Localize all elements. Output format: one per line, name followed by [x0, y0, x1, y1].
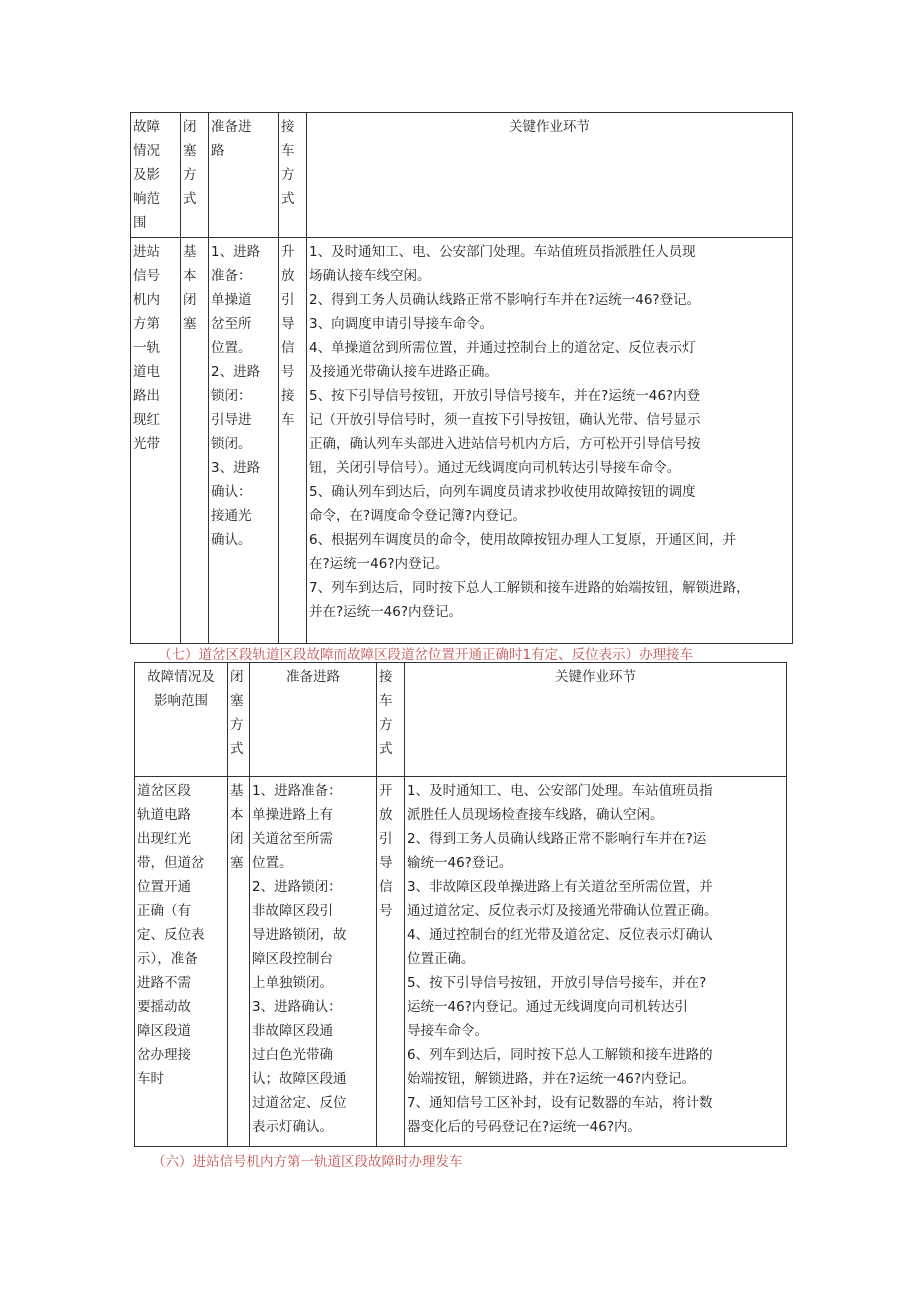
text-line: 塞: [230, 693, 244, 709]
receive-mode-cell: [279, 238, 307, 644]
text-line: 轨道电路: [137, 807, 191, 823]
text-line: 导: [281, 316, 295, 332]
text-line: 1、及时通知工、电、公安部门处理。车站值班员指派胜任人员现: [309, 244, 696, 260]
text-line: 引: [379, 831, 393, 847]
text-line: 器变化后的号码登记在?运统一46?内。: [407, 1119, 642, 1135]
text-line: 及接通光带确认接车进路正确。: [309, 364, 498, 380]
text-line: 3、进路确认：: [252, 999, 342, 1015]
text-line: 1、及时通知工、电、公安部门处理。车站值班员指: [407, 783, 713, 799]
header-block-mode: [228, 663, 250, 777]
text-line: 信: [379, 879, 393, 895]
text-line: 信号: [133, 268, 160, 284]
text-line: 准备：: [211, 268, 252, 284]
text-line: 上单独锁闭。: [252, 975, 333, 991]
text-line: 及影: [133, 167, 160, 183]
text-line: 钮，关闭引导信号）。通过无线调度向司机转达引导接车命令。: [309, 460, 681, 476]
text-line: 式: [183, 191, 197, 207]
text-line: 导进路锁闭，故: [252, 927, 347, 943]
text-line: 式: [230, 741, 244, 757]
text-line: 位置开通: [137, 879, 191, 895]
table-header-row: [131, 113, 793, 238]
text-line: 升: [281, 244, 295, 260]
text-line: 场确认接车线空闲。: [309, 268, 431, 284]
text-line: 号: [379, 903, 393, 919]
text-line: 障区段道: [137, 1023, 191, 1039]
header-key-steps: 关键作业环节: [405, 663, 787, 777]
text-line: 放: [379, 807, 393, 823]
text-line: 道岔区段: [137, 783, 191, 799]
text-line: 2、进路锁闭：: [252, 879, 342, 895]
text-line: 号: [281, 364, 295, 380]
fault-scope-cell: [131, 238, 181, 644]
text-line: 故障: [133, 119, 160, 135]
text-line: 导接车命令。: [407, 1023, 488, 1039]
text-line: 进路不需: [137, 975, 191, 991]
text-line: 过白色光带确: [252, 1047, 333, 1063]
text-line: 影响范围: [154, 693, 208, 709]
text-line: 接: [281, 388, 295, 404]
header-route-prep: 准备进路: [250, 663, 377, 777]
text-line: 2、进路: [211, 364, 261, 380]
text-line: 5、确认列车到达后，向列车调度员请求抄收使用故障按钮的调度: [309, 484, 696, 500]
text-line: 命令，在?调度命令登记簿?内登记。: [309, 508, 526, 524]
text-line: 1、进路准备：: [252, 783, 342, 799]
text-line: 车: [281, 143, 295, 159]
text-line: 示），准备: [137, 951, 198, 967]
text-line: 带，但道岔: [137, 855, 205, 871]
text-line: 非故障区段通: [252, 1023, 333, 1039]
text-line: 非故障区段引: [252, 903, 333, 919]
text-line: 输统一46?登记。: [407, 855, 513, 871]
text-line: 本: [183, 268, 197, 284]
text-line: 通过道岔定、反位表示灯及接通光带确认位置正确。: [407, 903, 718, 919]
text-line: 7、通知信号工区补封，设有记数器的车站，将计数: [407, 1095, 713, 1111]
text-line: 障区段控制台: [252, 951, 333, 967]
text-line: 6、根据列车调度员的命令，使用故障按钮办理人工复原，开通区间，并: [309, 532, 737, 548]
table-header-row: [135, 663, 787, 777]
table-row: [131, 238, 793, 644]
text-line: 4、单操道岔到所需位置，并通过控制台上的道岔定、反位表示灯: [309, 340, 696, 356]
text-line: 方: [230, 717, 244, 733]
text-line: 基: [183, 244, 197, 260]
text-line: 闭: [230, 831, 244, 847]
text-line: 3、进路: [211, 460, 261, 476]
text-line: 正确（有: [137, 903, 191, 919]
text-line: 2、得到工务人员确认线路正常不影响行车并在?运: [407, 831, 707, 847]
text-line: 方: [379, 717, 393, 733]
text-line: 方: [183, 167, 197, 183]
text-line: 岔办理接: [137, 1047, 191, 1063]
text-line: 1、进路: [211, 244, 261, 260]
text-line: 锁闭。: [211, 436, 252, 452]
text-line: 开: [379, 783, 393, 799]
text-line: 光带: [133, 436, 160, 452]
block-mode-cell: [228, 777, 250, 1147]
block-mode-cell: [181, 238, 209, 644]
text-line: 闭: [183, 292, 197, 308]
header-receive-mode: [279, 113, 307, 238]
text-line: 塞: [183, 316, 197, 332]
fault-table-2: [134, 662, 787, 1147]
text-line: 机内: [133, 292, 160, 308]
text-line: 塞: [183, 143, 197, 159]
header-block-mode: [181, 113, 209, 238]
text-line: 出现红光: [137, 831, 191, 847]
text-line: 一轨: [133, 340, 160, 356]
text-line: 准备进: [211, 119, 252, 135]
text-line: 位置正确。: [407, 951, 475, 967]
text-line: 认；故障区段通: [252, 1071, 347, 1087]
text-line: 记（开放引导信号时，须一直按下引导按钮，确认光带、信号显示: [309, 412, 701, 428]
header-route-prep: [209, 113, 279, 238]
text-line: 塞: [230, 855, 244, 871]
key-steps-cell: [307, 238, 793, 644]
text-line: 本: [230, 807, 244, 823]
text-line: 进站: [133, 244, 160, 260]
text-line: 要摇动故: [137, 999, 191, 1015]
text-line: 5、按下引导信号按钮，开放引导信号接车，并在?: [407, 975, 707, 991]
text-line: 接: [281, 119, 295, 135]
text-line: 并在?运统一46?内登记。: [309, 604, 463, 620]
text-line: 引: [281, 292, 295, 308]
text-line: 确认。: [211, 532, 252, 548]
text-line: 3、向调度申请引导接车命令。: [309, 316, 494, 332]
text-line: 表示灯确认。: [252, 1119, 333, 1135]
header-receive-mode: [377, 663, 405, 777]
header-fault-scope: [131, 113, 181, 238]
section-caption-7: （七）道岔区段轨道区段故障而故障区段道岔位置开通正确时1有定、反位表示）办理接车: [158, 647, 694, 663]
text-line: 闭: [183, 119, 197, 135]
receive-mode-cell: [377, 777, 405, 1147]
text-line: 过道岔定、反位: [252, 1095, 347, 1111]
key-steps-cell: [405, 777, 787, 1147]
text-line: 单操进路上有: [252, 807, 333, 823]
text-line: 始端按钮，解锁进路，并在?运统一46?内登记。: [407, 1071, 696, 1087]
fault-table-1: [130, 112, 793, 644]
text-line: 5、按下引导信号按钮，开放引导信号接车，并在?运统一46?内登: [309, 388, 701, 404]
text-line: 车: [379, 693, 393, 709]
text-line: 信: [281, 340, 295, 356]
text-line: 单操道: [211, 292, 252, 308]
text-line: 放: [281, 268, 295, 284]
text-line: 道电: [133, 364, 160, 380]
text-line: 故障情况及: [147, 669, 215, 685]
text-line: 派胜任人员现场检查接车线路，确认空闲。: [407, 807, 664, 823]
fault-scope-cell: [135, 777, 228, 1147]
text-line: 定、反位表: [137, 927, 205, 943]
text-line: 运统一46?内登记。通过无线调度向司机转达引: [407, 999, 688, 1015]
text-line: 闭: [230, 669, 244, 685]
text-line: 位置。: [211, 340, 252, 356]
text-line: 4、通过控制台的红光带及道岔定、反位表示灯确认: [407, 927, 713, 943]
text-line: 岔至所: [211, 316, 252, 332]
text-line: 路出: [133, 388, 160, 404]
text-line: 情况: [133, 143, 160, 159]
text-line: 方: [281, 167, 295, 183]
header-fault-scope: [135, 663, 228, 777]
text-line: 围: [133, 215, 147, 231]
route-prep-cell: [209, 238, 279, 644]
text-line: 确认：: [211, 484, 252, 500]
text-line: 位置。: [252, 855, 293, 871]
text-line: 路: [211, 143, 225, 159]
text-line: 正确，确认列车头部进入进站信号机内方后，方可松开引导信号按: [309, 436, 701, 452]
text-line: 3、非故障区段单操进路上有关道岔至所需位置，并: [407, 879, 713, 895]
text-line: 车: [281, 412, 295, 428]
text-line: 现红: [133, 412, 160, 428]
text-line: 式: [379, 741, 393, 757]
text-line: 在?运统一46?内登记。: [309, 556, 449, 572]
table-row: [135, 777, 787, 1147]
section-caption-6: （六）进站信号机内方第一轨道区段故障时办理发车: [152, 1154, 463, 1170]
text-line: 式: [281, 191, 295, 207]
route-prep-cell: [250, 777, 377, 1147]
text-line: 锁闭：: [211, 388, 252, 404]
text-line: 关道岔至所需: [252, 831, 333, 847]
text-line: 6、列车到达后，同时按下总人工解锁和接车进路的: [407, 1047, 713, 1063]
text-line: 7、列车到达后，同时按下总人工解锁和接车进路的始端按钮，解锁进路，: [309, 580, 750, 596]
text-line: 导: [379, 855, 393, 871]
text-line: 引导进: [211, 412, 252, 428]
text-line: 车时: [137, 1071, 164, 1087]
text-line: 方第: [133, 316, 160, 332]
text-line: 2、得到工务人员确认线路正常不影响行车并在?运统一46?登记。: [309, 292, 701, 308]
header-key-steps: 关键作业环节: [307, 113, 793, 238]
text-line: 接通光: [211, 508, 252, 524]
text-line: 接: [379, 669, 393, 685]
text-line: 基: [230, 783, 244, 799]
text-line: 响范: [133, 191, 160, 207]
